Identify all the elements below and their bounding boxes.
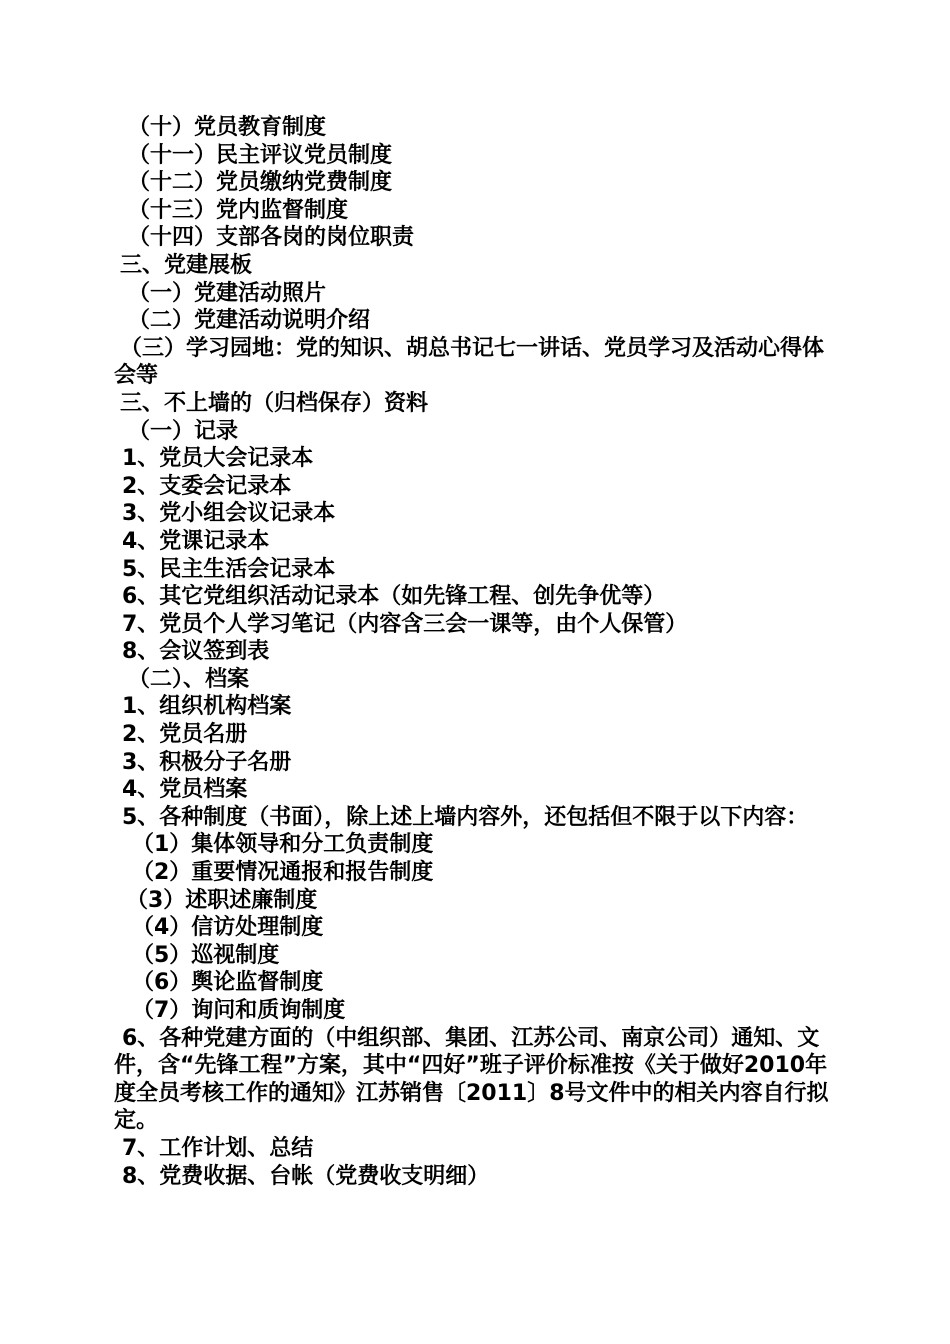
list-item: 2、支委会记录本 bbox=[122, 473, 292, 499]
item-party-dues-system: （十二）党员缴纳党费制度 bbox=[128, 170, 393, 196]
sub-list-item: （4）信访处理制度 bbox=[132, 915, 324, 941]
sub-list-item: （6）舆论监督制度 bbox=[132, 970, 324, 996]
list-item: 3、党小组会议记录本 bbox=[122, 501, 336, 527]
sub-list-item: （5）巡视制度 bbox=[132, 942, 280, 968]
item-branch-post-duties: （十四）支部各岗的岗位职责 bbox=[128, 225, 415, 251]
list-item: 4、党员档案 bbox=[122, 777, 248, 803]
item-democratic-evaluation-system: （十一）民主评议党员制度 bbox=[128, 142, 393, 168]
list-item: 7、工作计划、总结 bbox=[122, 1135, 314, 1161]
list-item: 6、各种党建方面的（中组织部、集团、江苏公司、南京公司）通知、文件，含“先锋工程”方案，其中“四好”班子评价标准按《关于做好2010年度全员考核工作的通知》江苏销售〔2011〕8号文件中的相关内容自行拟定。 bbox=[114, 1025, 829, 1134]
list-item: 8、党费收据、台帐（党费收支明细） bbox=[122, 1163, 490, 1189]
sub-list-item: （2）重要情况通报和报告制度 bbox=[132, 860, 434, 886]
sub-list-item: （3）述职述廉制度 bbox=[126, 887, 318, 913]
list-item: 1、党员大会记录本 bbox=[122, 446, 314, 472]
sub-list-item: （1）集体领导和分工负责制度 bbox=[132, 832, 434, 858]
document-body bbox=[114, 114, 844, 1190]
list-item: 2、党员名册 bbox=[122, 722, 248, 748]
item-activity-photos: （一）党建活动照片 bbox=[128, 280, 327, 306]
list-item: 8、会议签到表 bbox=[122, 639, 270, 665]
section-heading-archived-materials: 三、不上墙的（归档保存）资料 bbox=[120, 390, 429, 416]
list-item: 3、积极分子名册 bbox=[122, 749, 292, 775]
list-item: 6、其它党组织活动记录本（如先锋工程、创先争优等） bbox=[122, 584, 666, 610]
list-item: 1、组织机构档案 bbox=[122, 694, 292, 720]
item-party-education-system: （十）党员教育制度 bbox=[128, 115, 327, 140]
sub-list-item: （7）询问和质询制度 bbox=[132, 998, 346, 1023]
subsection-records: （一）记录 bbox=[128, 418, 239, 444]
subsection-archives: （二）、档案 bbox=[128, 666, 250, 692]
list-item: 5、各种制度（书面），除上述上墙内容外，还包括但不限于以下内容： bbox=[122, 804, 809, 830]
item-study-corner: （三）学习园地：党的知识、胡总书记七一讲话、党员学习及活动心得体会等 bbox=[114, 335, 825, 389]
section-heading-display-boards: 三、党建展板 bbox=[120, 252, 253, 278]
item-internal-supervision-system: （十三）党内监督制度 bbox=[128, 197, 349, 223]
list-item: 4、党课记录本 bbox=[122, 528, 270, 554]
item-activity-descriptions: （二）党建活动说明介绍 bbox=[128, 308, 371, 334]
list-item: 7、党员个人学习笔记（内容含三会一课等，由个人保管） bbox=[122, 611, 688, 637]
list-item: 5、民主生活会记录本 bbox=[122, 556, 336, 582]
